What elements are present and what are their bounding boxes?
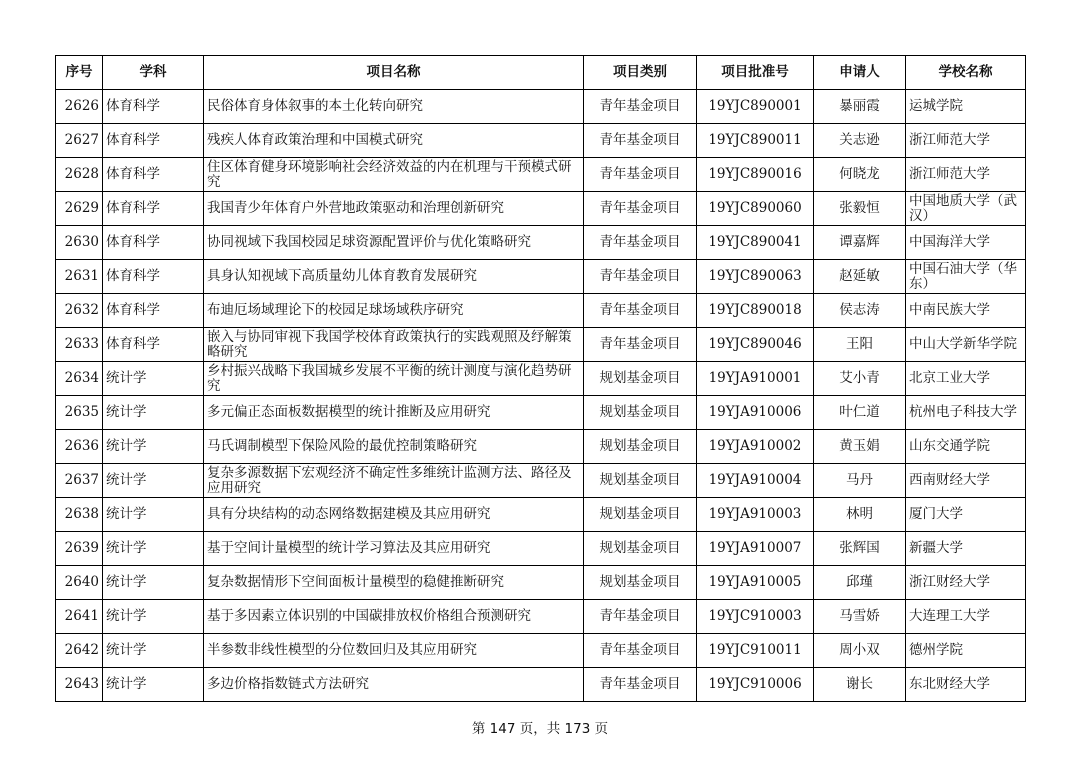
row-approval-number: 19YJC890011 [697, 124, 814, 158]
row-number: 2631 [56, 260, 103, 294]
table-row [56, 328, 1026, 362]
header-project-name: 项目名称 [204, 56, 584, 90]
table-row [56, 294, 1026, 328]
table-row [56, 634, 1026, 668]
row-subject: 体育科学 [103, 90, 204, 124]
row-subject: 统计学 [103, 464, 204, 498]
row-school-name: 浙江师范大学 [906, 158, 1026, 192]
row-applicant: 张毅恒 [814, 192, 906, 226]
row-project-name: 住区体育健身环境影响社会经济效益的内在机理与干预模式研究 [204, 158, 584, 192]
row-applicant: 黄玉娟 [814, 430, 906, 464]
table-row [56, 668, 1026, 702]
row-project-name: 我国青少年体育户外营地政策驱动和治理创新研究 [204, 192, 584, 226]
table-row [56, 396, 1026, 430]
row-project-category: 青年基金项目 [584, 192, 697, 226]
row-project-category: 青年基金项目 [584, 124, 697, 158]
row-number: 2637 [56, 464, 103, 498]
table-row [56, 124, 1026, 158]
row-number: 2633 [56, 328, 103, 362]
row-project-name: 具身认知视域下高质量幼儿体育教育发展研究 [204, 260, 584, 294]
header-school-name: 学校名称 [906, 56, 1026, 90]
table-row [56, 226, 1026, 260]
row-applicant: 叶仁道 [814, 396, 906, 430]
row-project-name: 复杂多源数据下宏观经济不确定性多维统计监测方法、路径及应用研究 [204, 464, 584, 498]
row-school-name: 山东交通学院 [906, 430, 1026, 464]
table-row [56, 158, 1026, 192]
row-project-category: 规划基金项目 [584, 566, 697, 600]
row-school-name: 北京工业大学 [906, 362, 1026, 396]
table-row [56, 90, 1026, 124]
row-applicant: 张辉国 [814, 532, 906, 566]
row-subject: 统计学 [103, 634, 204, 668]
row-approval-number: 19YJC910011 [697, 634, 814, 668]
row-approval-number: 19YJA910005 [697, 566, 814, 600]
header-subject: 学科 [103, 56, 204, 90]
row-number: 2634 [56, 362, 103, 396]
table-row [56, 260, 1026, 294]
table-header-row [56, 56, 1026, 90]
row-project-category: 青年基金项目 [584, 634, 697, 668]
row-number: 2640 [56, 566, 103, 600]
row-approval-number: 19YJC910006 [697, 668, 814, 702]
row-applicant: 谢长 [814, 668, 906, 702]
row-project-category: 规划基金项目 [584, 362, 697, 396]
row-project-name: 残疾人体育政策治理和中国模式研究 [204, 124, 584, 158]
row-school-name: 中国地质大学（武汉） [906, 192, 1026, 226]
table-row [56, 362, 1026, 396]
row-applicant: 王阳 [814, 328, 906, 362]
table-row [56, 430, 1026, 464]
row-applicant: 赵延敏 [814, 260, 906, 294]
row-project-category: 青年基金项目 [584, 600, 697, 634]
row-subject: 统计学 [103, 600, 204, 634]
row-applicant: 周小双 [814, 634, 906, 668]
row-project-name: 多边价格指数链式方法研究 [204, 668, 584, 702]
row-approval-number: 19YJC890001 [697, 90, 814, 124]
row-project-name: 基于多因素立体识别的中国碳排放权价格组合预测研究 [204, 600, 584, 634]
row-approval-number: 19YJA910003 [697, 498, 814, 532]
row-approval-number: 19YJC890041 [697, 226, 814, 260]
row-project-category: 规划基金项目 [584, 396, 697, 430]
row-project-category: 青年基金项目 [584, 158, 697, 192]
row-subject: 体育科学 [103, 226, 204, 260]
row-subject: 统计学 [103, 532, 204, 566]
row-project-category: 青年基金项目 [584, 260, 697, 294]
row-project-name: 嵌入与协同审视下我国学校体育政策执行的实践观照及纾解策略研究 [204, 328, 584, 362]
row-approval-number: 19YJA910001 [697, 362, 814, 396]
row-school-name: 大连理工大学 [906, 600, 1026, 634]
row-project-category: 规划基金项目 [584, 464, 697, 498]
row-applicant: 邱瑾 [814, 566, 906, 600]
row-project-category: 青年基金项目 [584, 90, 697, 124]
row-approval-number: 19YJC890016 [697, 158, 814, 192]
row-school-name: 运城学院 [906, 90, 1026, 124]
row-applicant: 林明 [814, 498, 906, 532]
header-number: 序号 [56, 56, 103, 90]
row-project-name: 多元偏正态面板数据模型的统计推断及应用研究 [204, 396, 584, 430]
row-school-name: 浙江财经大学 [906, 566, 1026, 600]
row-applicant: 马丹 [814, 464, 906, 498]
row-school-name: 中国海洋大学 [906, 226, 1026, 260]
row-school-name: 德州学院 [906, 634, 1026, 668]
row-school-name: 新疆大学 [906, 532, 1026, 566]
row-subject: 体育科学 [103, 260, 204, 294]
row-subject: 体育科学 [103, 328, 204, 362]
row-approval-number: 19YJA910004 [697, 464, 814, 498]
row-subject: 统计学 [103, 430, 204, 464]
row-applicant: 暴丽霞 [814, 90, 906, 124]
row-school-name: 西南财经大学 [906, 464, 1026, 498]
row-project-category: 规划基金项目 [584, 532, 697, 566]
row-school-name: 中山大学新华学院 [906, 328, 1026, 362]
row-project-category: 青年基金项目 [584, 668, 697, 702]
row-number: 2642 [56, 634, 103, 668]
row-number: 2629 [56, 192, 103, 226]
row-approval-number: 19YJA910002 [697, 430, 814, 464]
row-project-category: 青年基金项目 [584, 294, 697, 328]
row-approval-number: 19YJC910003 [697, 600, 814, 634]
row-subject: 体育科学 [103, 124, 204, 158]
row-approval-number: 19YJA910007 [697, 532, 814, 566]
row-subject: 统计学 [103, 566, 204, 600]
row-subject: 统计学 [103, 396, 204, 430]
row-school-name: 浙江师范大学 [906, 124, 1026, 158]
row-project-name: 乡村振兴战略下我国城乡发展不平衡的统计测度与演化趋势研究 [204, 362, 584, 396]
row-project-name: 基于空间计量模型的统计学习算法及其应用研究 [204, 532, 584, 566]
row-number: 2627 [56, 124, 103, 158]
row-project-name: 具有分块结构的动态网络数据建模及其应用研究 [204, 498, 584, 532]
row-number: 2638 [56, 498, 103, 532]
project-table [55, 55, 1026, 702]
row-applicant: 何晓龙 [814, 158, 906, 192]
table-row [56, 498, 1026, 532]
row-project-category: 青年基金项目 [584, 328, 697, 362]
row-school-name: 中南民族大学 [906, 294, 1026, 328]
row-applicant: 马雪娇 [814, 600, 906, 634]
table-row [56, 566, 1026, 600]
row-subject: 统计学 [103, 362, 204, 396]
row-project-category: 青年基金项目 [584, 226, 697, 260]
row-project-name: 马氏调制模型下保险风险的最优控制策略研究 [204, 430, 584, 464]
table-row [56, 532, 1026, 566]
row-number: 2630 [56, 226, 103, 260]
row-approval-number: 19YJC890046 [697, 328, 814, 362]
row-number: 2628 [56, 158, 103, 192]
table-row [56, 192, 1026, 226]
row-number: 2636 [56, 430, 103, 464]
row-applicant: 艾小青 [814, 362, 906, 396]
header-applicant: 申请人 [814, 56, 906, 90]
row-approval-number: 19YJC890018 [697, 294, 814, 328]
row-project-name: 半参数非线性模型的分位数回归及其应用研究 [204, 634, 584, 668]
row-subject: 体育科学 [103, 158, 204, 192]
row-school-name: 厦门大学 [906, 498, 1026, 532]
row-approval-number: 19YJC890063 [697, 260, 814, 294]
row-approval-number: 19YJC890060 [697, 192, 814, 226]
row-project-name: 复杂数据情形下空间面板计量模型的稳健推断研究 [204, 566, 584, 600]
row-subject: 统计学 [103, 668, 204, 702]
row-applicant: 关志逊 [814, 124, 906, 158]
row-project-name: 布迪厄场域理论下的校园足球场域秩序研究 [204, 294, 584, 328]
row-number: 2639 [56, 532, 103, 566]
row-applicant: 侯志涛 [814, 294, 906, 328]
row-school-name: 中国石油大学（华东） [906, 260, 1026, 294]
row-project-category: 规划基金项目 [584, 498, 697, 532]
row-school-name: 东北财经大学 [906, 668, 1026, 702]
row-number: 2626 [56, 90, 103, 124]
row-number: 2641 [56, 600, 103, 634]
row-number: 2635 [56, 396, 103, 430]
row-number: 2643 [56, 668, 103, 702]
row-number: 2632 [56, 294, 103, 328]
row-project-name: 协同视域下我国校园足球资源配置评价与优化策略研究 [204, 226, 584, 260]
page-footer: 第 147 页，共 173 页 [471, 721, 609, 737]
row-subject: 统计学 [103, 498, 204, 532]
row-project-category: 规划基金项目 [584, 430, 697, 464]
row-project-name: 民俗体育身体叙事的本土化转向研究 [204, 90, 584, 124]
row-school-name: 杭州电子科技大学 [906, 396, 1026, 430]
table-row [56, 600, 1026, 634]
header-project-category: 项目类别 [584, 56, 697, 90]
table-row [56, 464, 1026, 498]
header-approval-number: 项目批准号 [697, 56, 814, 90]
row-approval-number: 19YJA910006 [697, 396, 814, 430]
row-subject: 体育科学 [103, 294, 204, 328]
row-applicant: 谭嘉辉 [814, 226, 906, 260]
row-subject: 体育科学 [103, 192, 204, 226]
table-body [56, 90, 1026, 702]
